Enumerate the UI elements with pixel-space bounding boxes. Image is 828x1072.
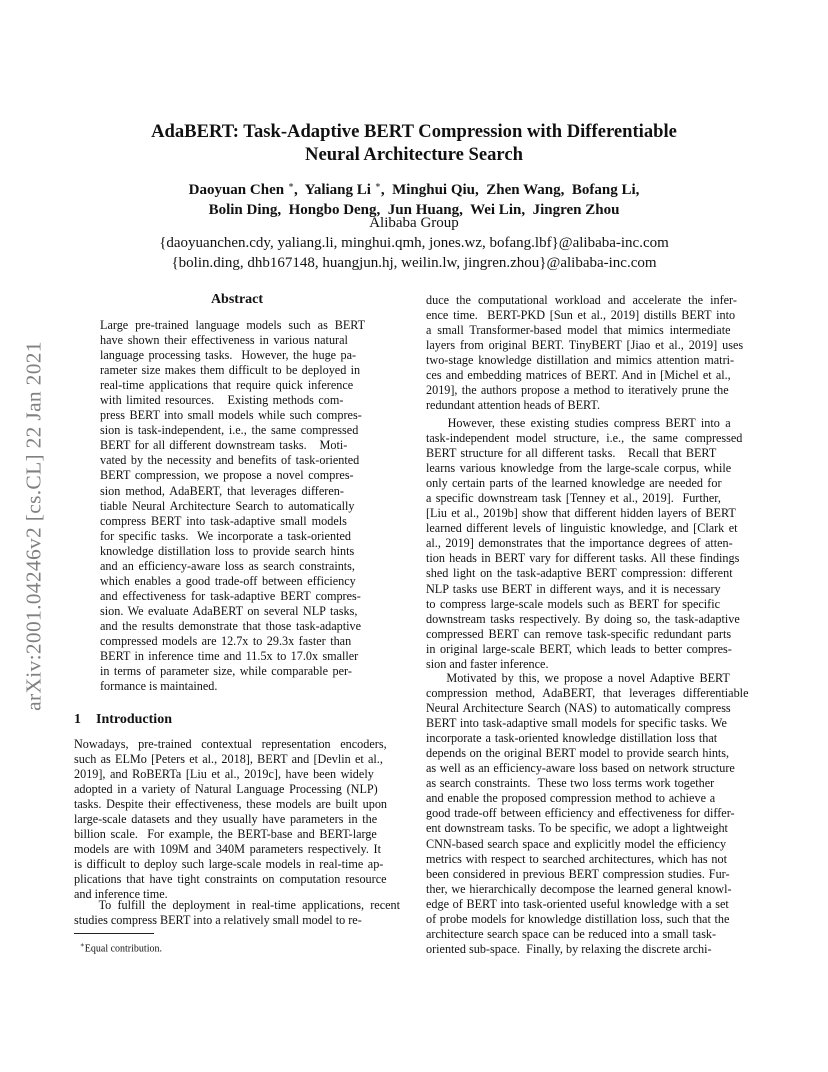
text-line: To fulfill the deployment in real-time applications, recent (74, 898, 400, 912)
text-line: compress BERT into task-adaptive small models (100, 513, 347, 528)
author-name: Zhen Wang (486, 182, 561, 198)
text-line: good trade-off between efficiency and effectiveness for differ- (426, 806, 735, 821)
text-line: as search constraints. These two loss terms work together (426, 776, 715, 791)
text-line: have shown their effectiveness in various natural (100, 333, 348, 348)
text-line: a specific downstream task [Tenney et al., 2019]. Further, (426, 491, 721, 506)
text-line: language processing tasks. However, the huge pa- (100, 348, 357, 363)
intro-paragraph-1 (74, 737, 387, 903)
text-line: sion method, AdaBERT, that leverages differen- (100, 483, 344, 498)
text-line: real-time applications that require quick inference (100, 378, 354, 393)
author-line-1: Daoyuan Chen ∗, Yaliang Li ∗, Minghui Qiu, Zhen Wang, Bofang Li, (188, 180, 640, 198)
text-line: knowledge distillation loss to provide search hints (100, 543, 355, 558)
arxiv-id-text: arXiv:2001.04246v2 [cs.CL] 22 Jan 2021 (21, 341, 46, 711)
equal-contribution-mark: ∗ (374, 180, 381, 190)
text-line: shed light on the task-adaptive BERT compression: different (426, 566, 733, 581)
author-name: Hongbo Deng, (288, 202, 381, 218)
author-emails (74, 233, 754, 273)
text-line: Large pre-trained language models such as BERT (100, 318, 366, 332)
arxiv-side-identifier (20, 296, 48, 756)
text-line: a small Transformer-based model that mimics intermediate (426, 323, 731, 338)
text-line: oriented sub-space. Finally, by relaxing the discrete archi- (426, 941, 712, 956)
text-line: sion is task-independent, i.e., the same compressed (100, 423, 359, 438)
text-line: in original large-scale BERT, which leads to better compres- (426, 641, 732, 656)
author-name: Bofang Li, (571, 182, 640, 198)
text-line: duce the computational workload and accelerate the infer- (426, 293, 737, 307)
footnote (80, 939, 162, 955)
text-line: incorporate a task-oriented knowledge distillation loss that (426, 731, 718, 746)
introduction-heading (74, 712, 172, 728)
footnote-rule (74, 933, 154, 934)
title-line: Neural Architecture Search (305, 144, 523, 165)
text-line: redundant attention heads of BERT. (426, 398, 601, 413)
text-line: BERT into task-adaptive small models for specific tasks. We (426, 716, 727, 731)
author-name: Jun Huang, (387, 202, 463, 218)
text-line: BERT for all different downstream tasks. Moti- (100, 438, 348, 453)
text-line: as well as an efficiency-aware loss based on network structure (426, 761, 735, 776)
author-name: Wei Lin, (470, 202, 526, 218)
footnote-text: Equal contribution. (84, 943, 162, 955)
right-column-paragraph-1 (426, 293, 743, 413)
right-column-paragraph-3 (426, 671, 748, 957)
text-line: NLP tasks use BERT in different ways, and it is necessary (426, 581, 721, 596)
text-line: CNN-based search space and explicitly model the efficiency (426, 836, 727, 851)
text-line: ces and embedding matrices of BERT. And in [Michel et al., (426, 368, 731, 383)
text-line: learned different levels of linguistic knowledge, and [Clark et (426, 521, 738, 536)
text-line: sion. We evaluate AdaBERT on several NLP tasks, (100, 603, 358, 618)
text-line: learns various knowledge from the large-scale corpus, while (426, 461, 732, 476)
text-line: Nowadays, pre-trained contextual representation encoders, (74, 737, 387, 751)
author-name: Jingren Zhou (532, 202, 620, 218)
text-line: studies compress BERT into a relatively small model to re- (74, 913, 362, 928)
text-line: is difficult to deploy such large-scale models in real-time ap- (74, 857, 384, 872)
text-line: edge of BERT into task-oriented useful knowledge with a set (426, 896, 729, 911)
abstract-body (100, 318, 365, 694)
text-line: such as ELMo [Peters et al., 2018], BERT and [Devlin et al., (74, 752, 383, 767)
text-line: plications that have tight constraints on computation resource (74, 872, 387, 887)
text-line: formance is maintained. (100, 679, 218, 694)
text-line: to compress large-scale models such as BERT for specific (426, 596, 721, 611)
text-line: layers from original BERT. TinyBERT [Jiao et al., 2019] uses (426, 338, 744, 353)
text-line: Motivated by this, we propose a novel Adaptive BERT (426, 671, 730, 685)
text-line: Neural Architecture Search (NAS) to automatically compress (426, 701, 731, 716)
author-name: Bolin Ding, (208, 202, 282, 218)
text-line: and effectiveness for task-adaptive BERT compres- (100, 588, 361, 603)
text-line: sion and faster inference. (426, 656, 549, 671)
text-line: tasks. Despite their effectiveness, these models are built upon (74, 797, 388, 812)
text-line: in terms of parameter size, while comparable per- (100, 664, 352, 679)
right-column-paragraph-2 (426, 416, 742, 672)
text-line: and inference time. (74, 887, 168, 902)
text-line: 2019], the authors propose a method to iteratively prune the (426, 383, 729, 398)
text-line: vated by the necessity and benefits of task-oriented (100, 453, 360, 468)
text-line: depends on the original BERT model to provide search hints, (426, 746, 730, 761)
text-line: BERT compression, we propose a novel compres- (100, 468, 354, 483)
text-line: press BERT into small models while such compres- (100, 408, 362, 423)
text-line: for specific tasks. We incorporate a task-oriented (100, 528, 351, 543)
author-name: Daoyuan Chen (188, 182, 285, 198)
text-line: and enable the proposed compression method to achieve a (426, 791, 716, 806)
text-line: two-stage knowledge distillation and mimics attention matri- (426, 353, 735, 368)
footnote-mark: ∗ (80, 941, 85, 949)
text-line: architecture search space can be reduced into a small task- (426, 926, 717, 941)
text-line: and the results demonstrate that those task-adaptive (100, 618, 361, 633)
abstract-heading: Abstract (210, 292, 264, 307)
intro-paragraph-2 (74, 898, 400, 928)
text-line: been considered in previous BERT compression studies. Fur- (426, 866, 730, 881)
text-line: and an efficiency-aware loss as search constraints, (100, 558, 355, 573)
text-line: [Liu et al., 2019b] show that different hidden layers of BERT (426, 506, 736, 521)
text-line: ent downstream tasks. To be specific, we adopt a lightweight (426, 821, 728, 836)
text-line: compressed BERT can remove task-specific redundant parts (426, 626, 732, 641)
affiliation: Alibaba Group (369, 215, 459, 231)
section-title: Introduction (96, 712, 172, 727)
paper-title (74, 120, 754, 166)
title-line: AdaBERT: Task-Adaptive BERT Compression with Differentiable (151, 121, 677, 142)
text-line: models are with 109M and 340M parameters respectively. It (74, 842, 381, 857)
author-name: Minghui Qiu (392, 182, 476, 198)
text-line: ther, we hierarchically decompose the learned general knowl- (426, 881, 732, 896)
email-line: {bolin.ding, dhb167148, huangjun.hj, weilin.lw, jingren.zhou}@alibaba-inc.com (171, 255, 657, 271)
author-name: Yaliang Li (304, 182, 371, 198)
text-line: tion heads in BERT vary for different tasks. All these findings (426, 551, 740, 566)
text-line: BERT structure for all different tasks. Recall that BERT (426, 446, 717, 461)
text-line: of probe models for knowledge distillation loss, such that the (426, 911, 730, 926)
text-line: only certain parts of the learned knowledge are needed for (426, 476, 722, 491)
text-line: compression method, AdaBERT, that leverages differentiable (426, 686, 749, 701)
text-line: compressed models are 12.7x to 29.3x faster than (100, 633, 352, 648)
text-line: 2019], and RoBERTa [Liu et al., 2019c], have been widely (74, 767, 374, 782)
text-line: adopted in a variety of Natural Language Processing (NLP) (74, 782, 378, 797)
text-line: rameter size makes them difficult to be deployed in (100, 363, 361, 378)
email-line: {daoyuanchen.cdy, yaliang.li, minghui.qmh, jones.wz, bofang.lbf}@alibaba-inc.com (159, 235, 669, 251)
text-line: large-scale datasets and they usually have parameters in the (74, 812, 378, 827)
text-line: task-independent model structure, i.e., the same compressed (426, 431, 743, 446)
equal-contribution-mark: ∗ (287, 180, 294, 190)
text-line: metrics with respect to searched architectures, which has not (426, 851, 727, 866)
text-line: ence time. BERT-PKD [Sun et al., 2019] distills BERT into (426, 308, 736, 323)
text-line: which enables a good trade-off between efficiency (100, 573, 356, 588)
text-line: tiable Neural Architecture Search to automatically (100, 498, 355, 513)
text-line: al., 2019] demonstrates that the importance degrees of atten- (426, 536, 733, 551)
text-line: However, these existing studies compress BERT into a (426, 416, 731, 430)
text-line: downstream tasks respectively. By doing so, the task-adaptive (426, 611, 740, 626)
text-line: billion scale. For example, the BERT-base and BERT-large (74, 827, 377, 842)
section-number: 1 (74, 712, 81, 727)
text-line: with limited resources. Existing methods com- (100, 393, 344, 408)
text-line: BERT in inference time and 11.5x to 17.0x smaller (100, 649, 359, 664)
